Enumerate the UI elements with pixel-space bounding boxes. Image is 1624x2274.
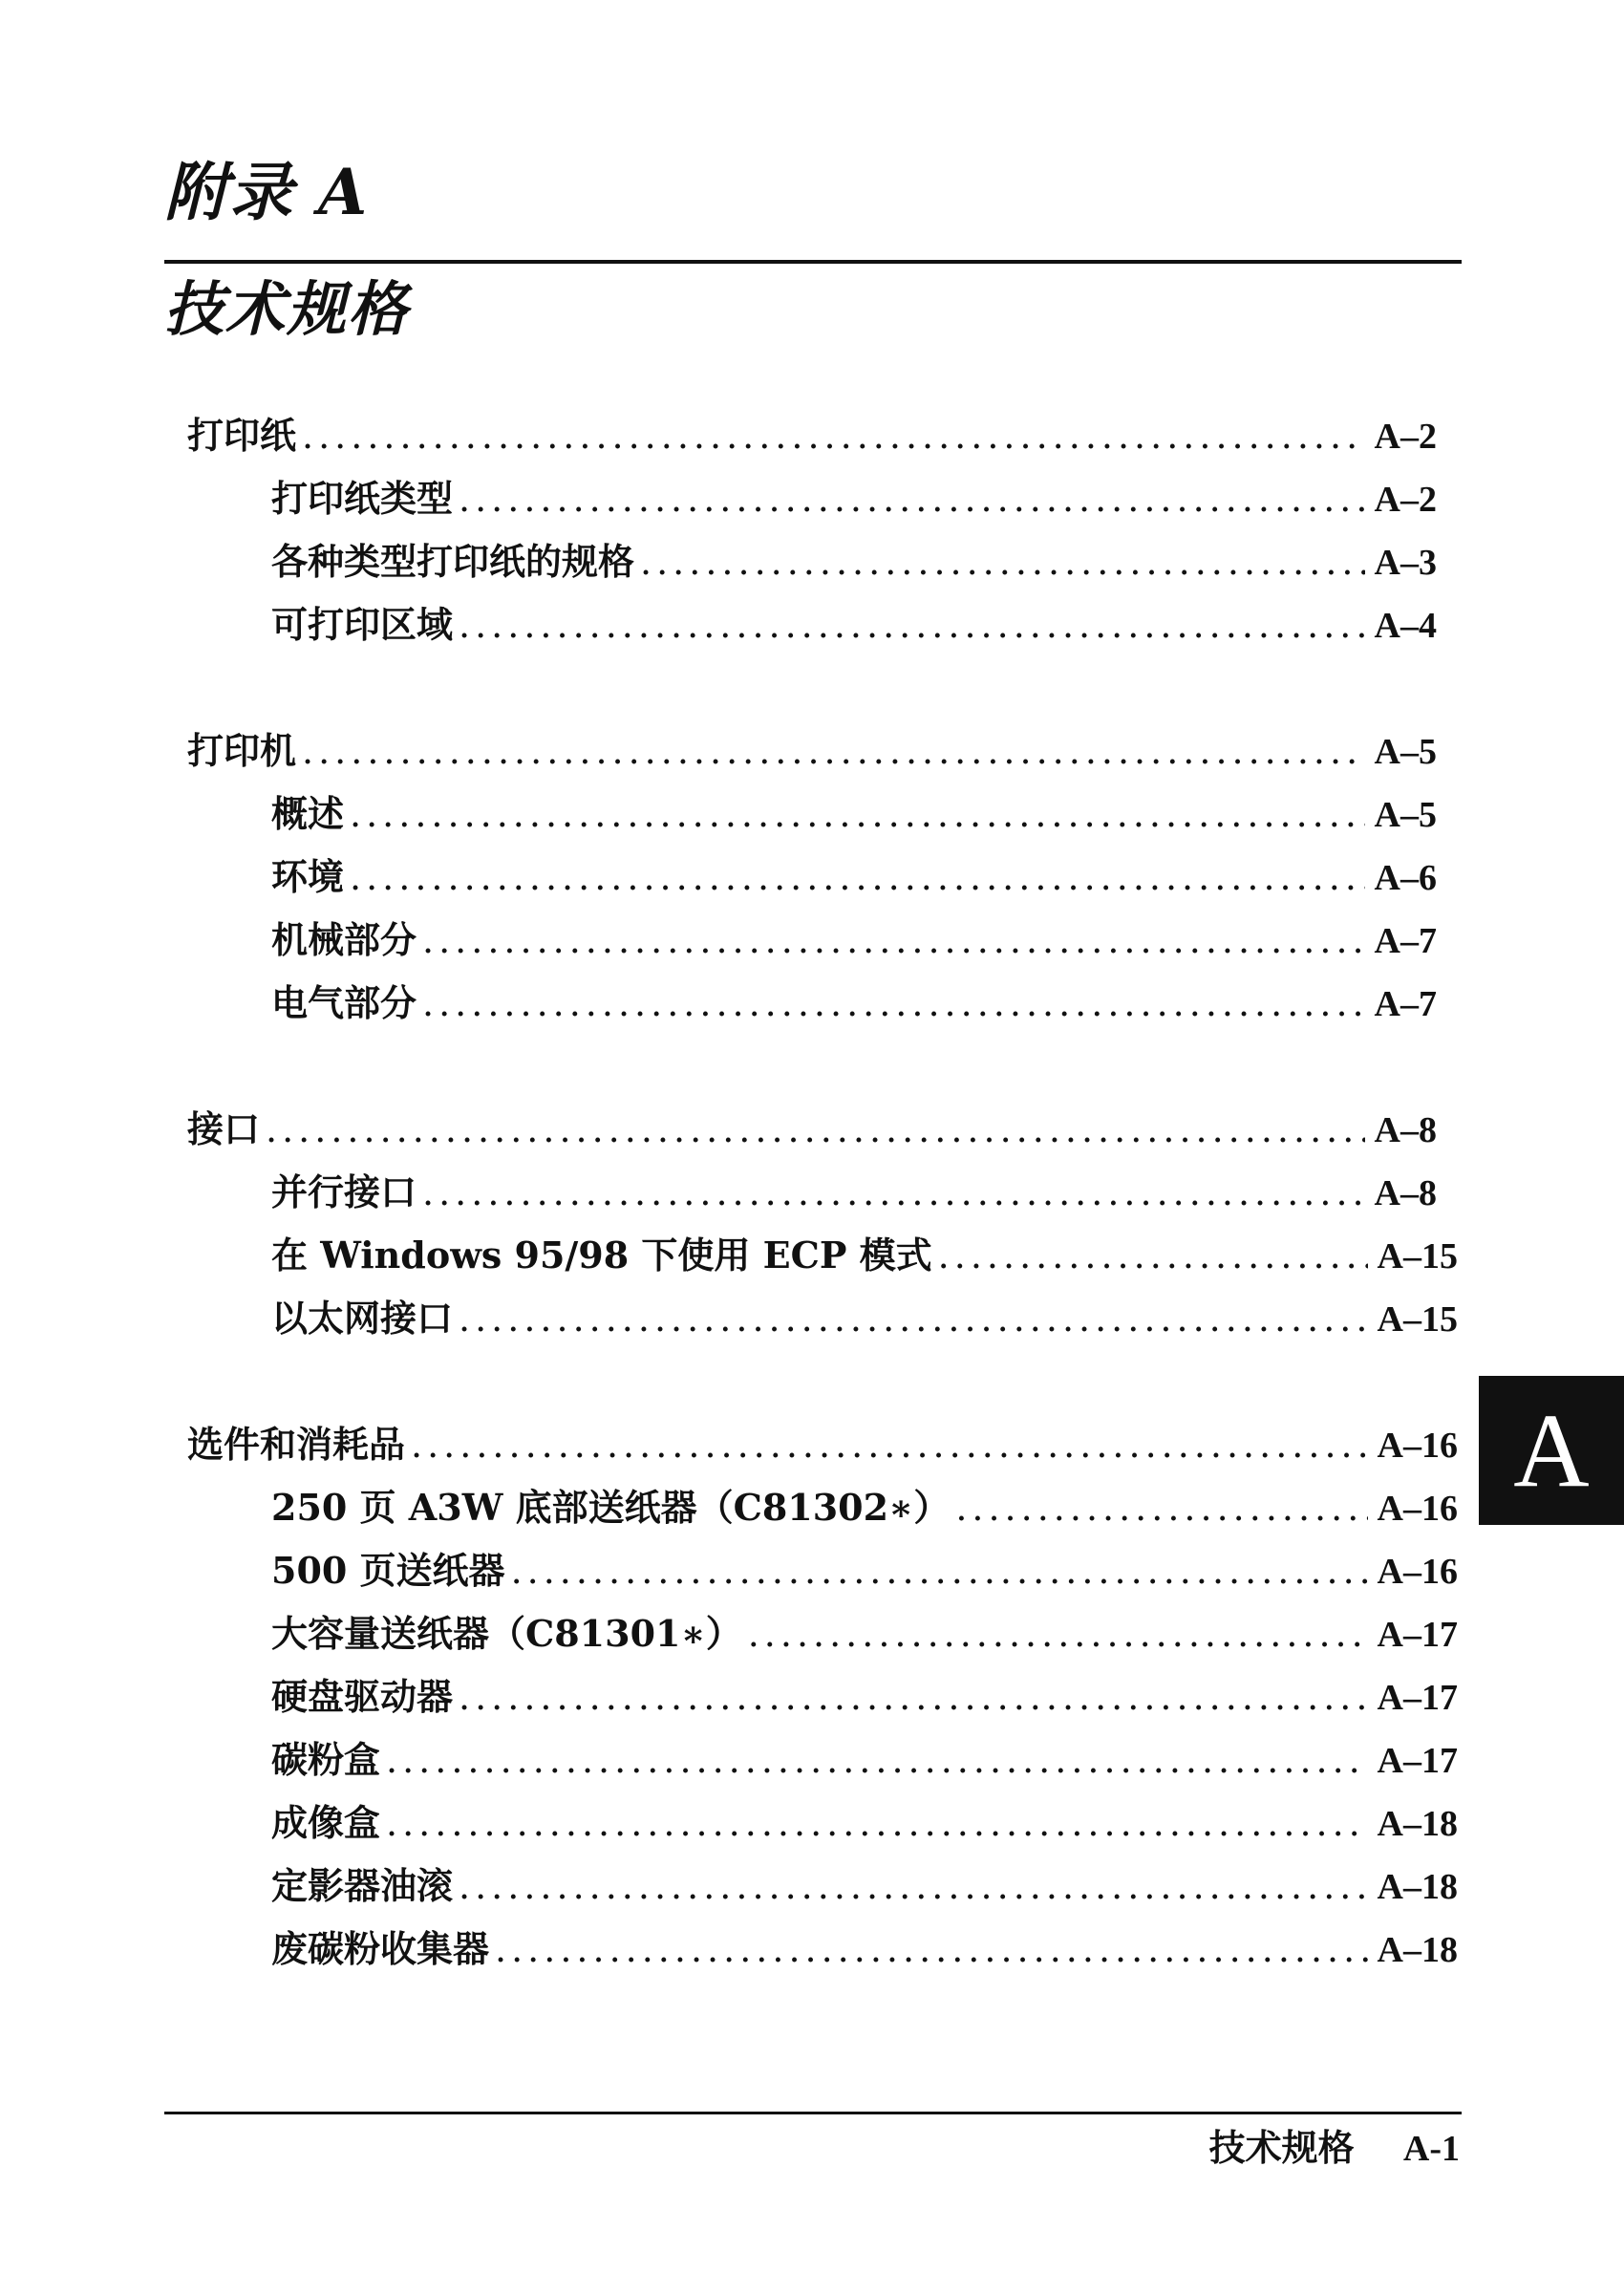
dot-leader (748, 1609, 1368, 1659)
toc-entry-page: A–17 (1377, 1615, 1458, 1655)
toc-entry-title: 并行接口 (271, 1170, 417, 1213)
toc-entry-page: A–17 (1377, 1678, 1458, 1718)
dot-leader (640, 537, 1365, 587)
toc-entry[interactable] (271, 1798, 1458, 1848)
dot-leader (459, 1672, 1368, 1722)
toc-entry-title: 碳粉盒 (271, 1738, 381, 1781)
dot-leader (386, 1735, 1368, 1785)
toc-entry-page: A–18 (1377, 1867, 1458, 1907)
toc-entry[interactable] (271, 1924, 1458, 1974)
toc-entry-page: A–7 (1374, 984, 1437, 1024)
toc-entry[interactable] (271, 1609, 1458, 1659)
toc-entry-title: 500 页送纸器 (271, 1549, 505, 1592)
toc-entry-page: A–18 (1377, 1930, 1458, 1970)
toc-entry-page: A–3 (1374, 543, 1437, 583)
toc-entry-title: 在 Windows 95/98 下使用 ECP 模式 (271, 1234, 932, 1276)
footer-section-title: 技术规格 (1208, 2126, 1355, 2169)
toc-entry[interactable] (271, 1294, 1458, 1343)
dot-leader (459, 600, 1365, 650)
toc-entry[interactable] (271, 1672, 1458, 1722)
toc-entry[interactable] (271, 1168, 1437, 1217)
toc-entry-title: 可打印区域 (271, 603, 454, 646)
toc-entry-page: A–15 (1377, 1236, 1458, 1276)
toc-entry-page: A–16 (1377, 1426, 1458, 1466)
toc-entry[interactable] (271, 852, 1437, 902)
toc-entry-page: A–8 (1374, 1173, 1437, 1213)
toc-entry-page: A–2 (1374, 417, 1437, 457)
toc-entry-title: 成像盒 (271, 1801, 381, 1844)
toc-entry[interactable] (271, 1735, 1458, 1785)
toc-entry-page: A–5 (1374, 795, 1437, 835)
toc-entry-page: A–16 (1377, 1489, 1458, 1529)
toc-entry[interactable] (271, 915, 1437, 965)
toc-entry-title: 选件和消耗品 (187, 1423, 406, 1466)
toc-entry-page: A–4 (1374, 606, 1437, 646)
dot-leader (422, 915, 1365, 965)
toc-entry[interactable] (187, 411, 1437, 461)
toc-entry-title: 定影器油滚 (271, 1864, 454, 1907)
toc-entry-title: 废碳粉收集器 (271, 1927, 490, 1970)
toc-entry[interactable] (187, 1420, 1458, 1470)
toc-entry-title: 机械部分 (271, 918, 417, 961)
appendix-label: 附录 A (164, 155, 370, 229)
dot-leader (422, 1168, 1365, 1217)
toc-entry[interactable] (271, 1231, 1458, 1280)
toc-entry[interactable] (271, 1861, 1458, 1911)
toc-entry[interactable] (271, 789, 1437, 839)
chapter-title: 技术规格 (164, 274, 410, 344)
dot-leader (459, 1294, 1368, 1343)
footer-page-number: A-1 (1402, 2129, 1460, 2169)
toc-entry-title: 以太网接口 (271, 1297, 454, 1340)
toc-entry[interactable] (271, 978, 1437, 1028)
dot-leader (511, 1546, 1368, 1596)
dot-leader (350, 789, 1365, 839)
toc-entry[interactable] (271, 474, 1437, 524)
dot-leader (422, 978, 1365, 1028)
toc-entry[interactable] (271, 1546, 1458, 1596)
appendix-side-tab: A (1479, 1376, 1624, 1525)
dot-leader (495, 1924, 1368, 1974)
toc-entry-title: 打印纸类型 (271, 477, 454, 520)
toc-entry-page: A–6 (1374, 858, 1437, 898)
dot-leader (302, 411, 1365, 461)
toc-entry-title: 各种类型打印纸的规格 (271, 540, 635, 583)
dot-leader (938, 1231, 1368, 1280)
toc-entry-page: A–7 (1374, 921, 1437, 961)
toc-entry[interactable] (187, 1105, 1437, 1154)
toc-entry-title: 打印机 (187, 729, 297, 772)
toc-entry-page: A–16 (1377, 1552, 1458, 1592)
dot-leader (302, 726, 1365, 776)
toc-entry-page: A–8 (1374, 1110, 1437, 1150)
dot-leader (955, 1483, 1367, 1533)
bottom-divider (164, 2112, 1462, 2114)
toc-entry-title: 硬盘驱动器 (271, 1675, 454, 1718)
toc-entry[interactable] (271, 600, 1437, 650)
toc-entry[interactable] (271, 1483, 1458, 1533)
toc-entry-title: 大容量送纸器（C81301∗） (271, 1612, 742, 1655)
dot-leader (411, 1420, 1368, 1470)
toc-entry-title: 250 页 A3W 底部送纸器（C81302∗） (271, 1486, 951, 1529)
toc-entry-title: 电气部分 (271, 981, 417, 1024)
dot-leader (350, 852, 1365, 902)
toc-entry-title: 接口 (187, 1107, 261, 1150)
dot-leader (459, 1861, 1368, 1911)
dot-leader (266, 1105, 1365, 1154)
toc-entry-page: A–18 (1377, 1804, 1458, 1844)
toc-entry-page: A–2 (1374, 480, 1437, 520)
toc-entry[interactable] (187, 726, 1437, 776)
toc-entry-title: 环境 (271, 855, 345, 898)
toc-entry-page: A–17 (1377, 1741, 1458, 1781)
dot-leader (459, 474, 1365, 524)
toc-entry-title: 概述 (271, 792, 345, 835)
toc-entry-title: 打印纸 (187, 414, 297, 457)
dot-leader (386, 1798, 1368, 1848)
toc-entry-page: A–15 (1377, 1299, 1458, 1340)
page-footer (1209, 2119, 1460, 2177)
toc-entry-page: A–5 (1374, 732, 1437, 772)
toc-entry[interactable] (271, 537, 1437, 587)
